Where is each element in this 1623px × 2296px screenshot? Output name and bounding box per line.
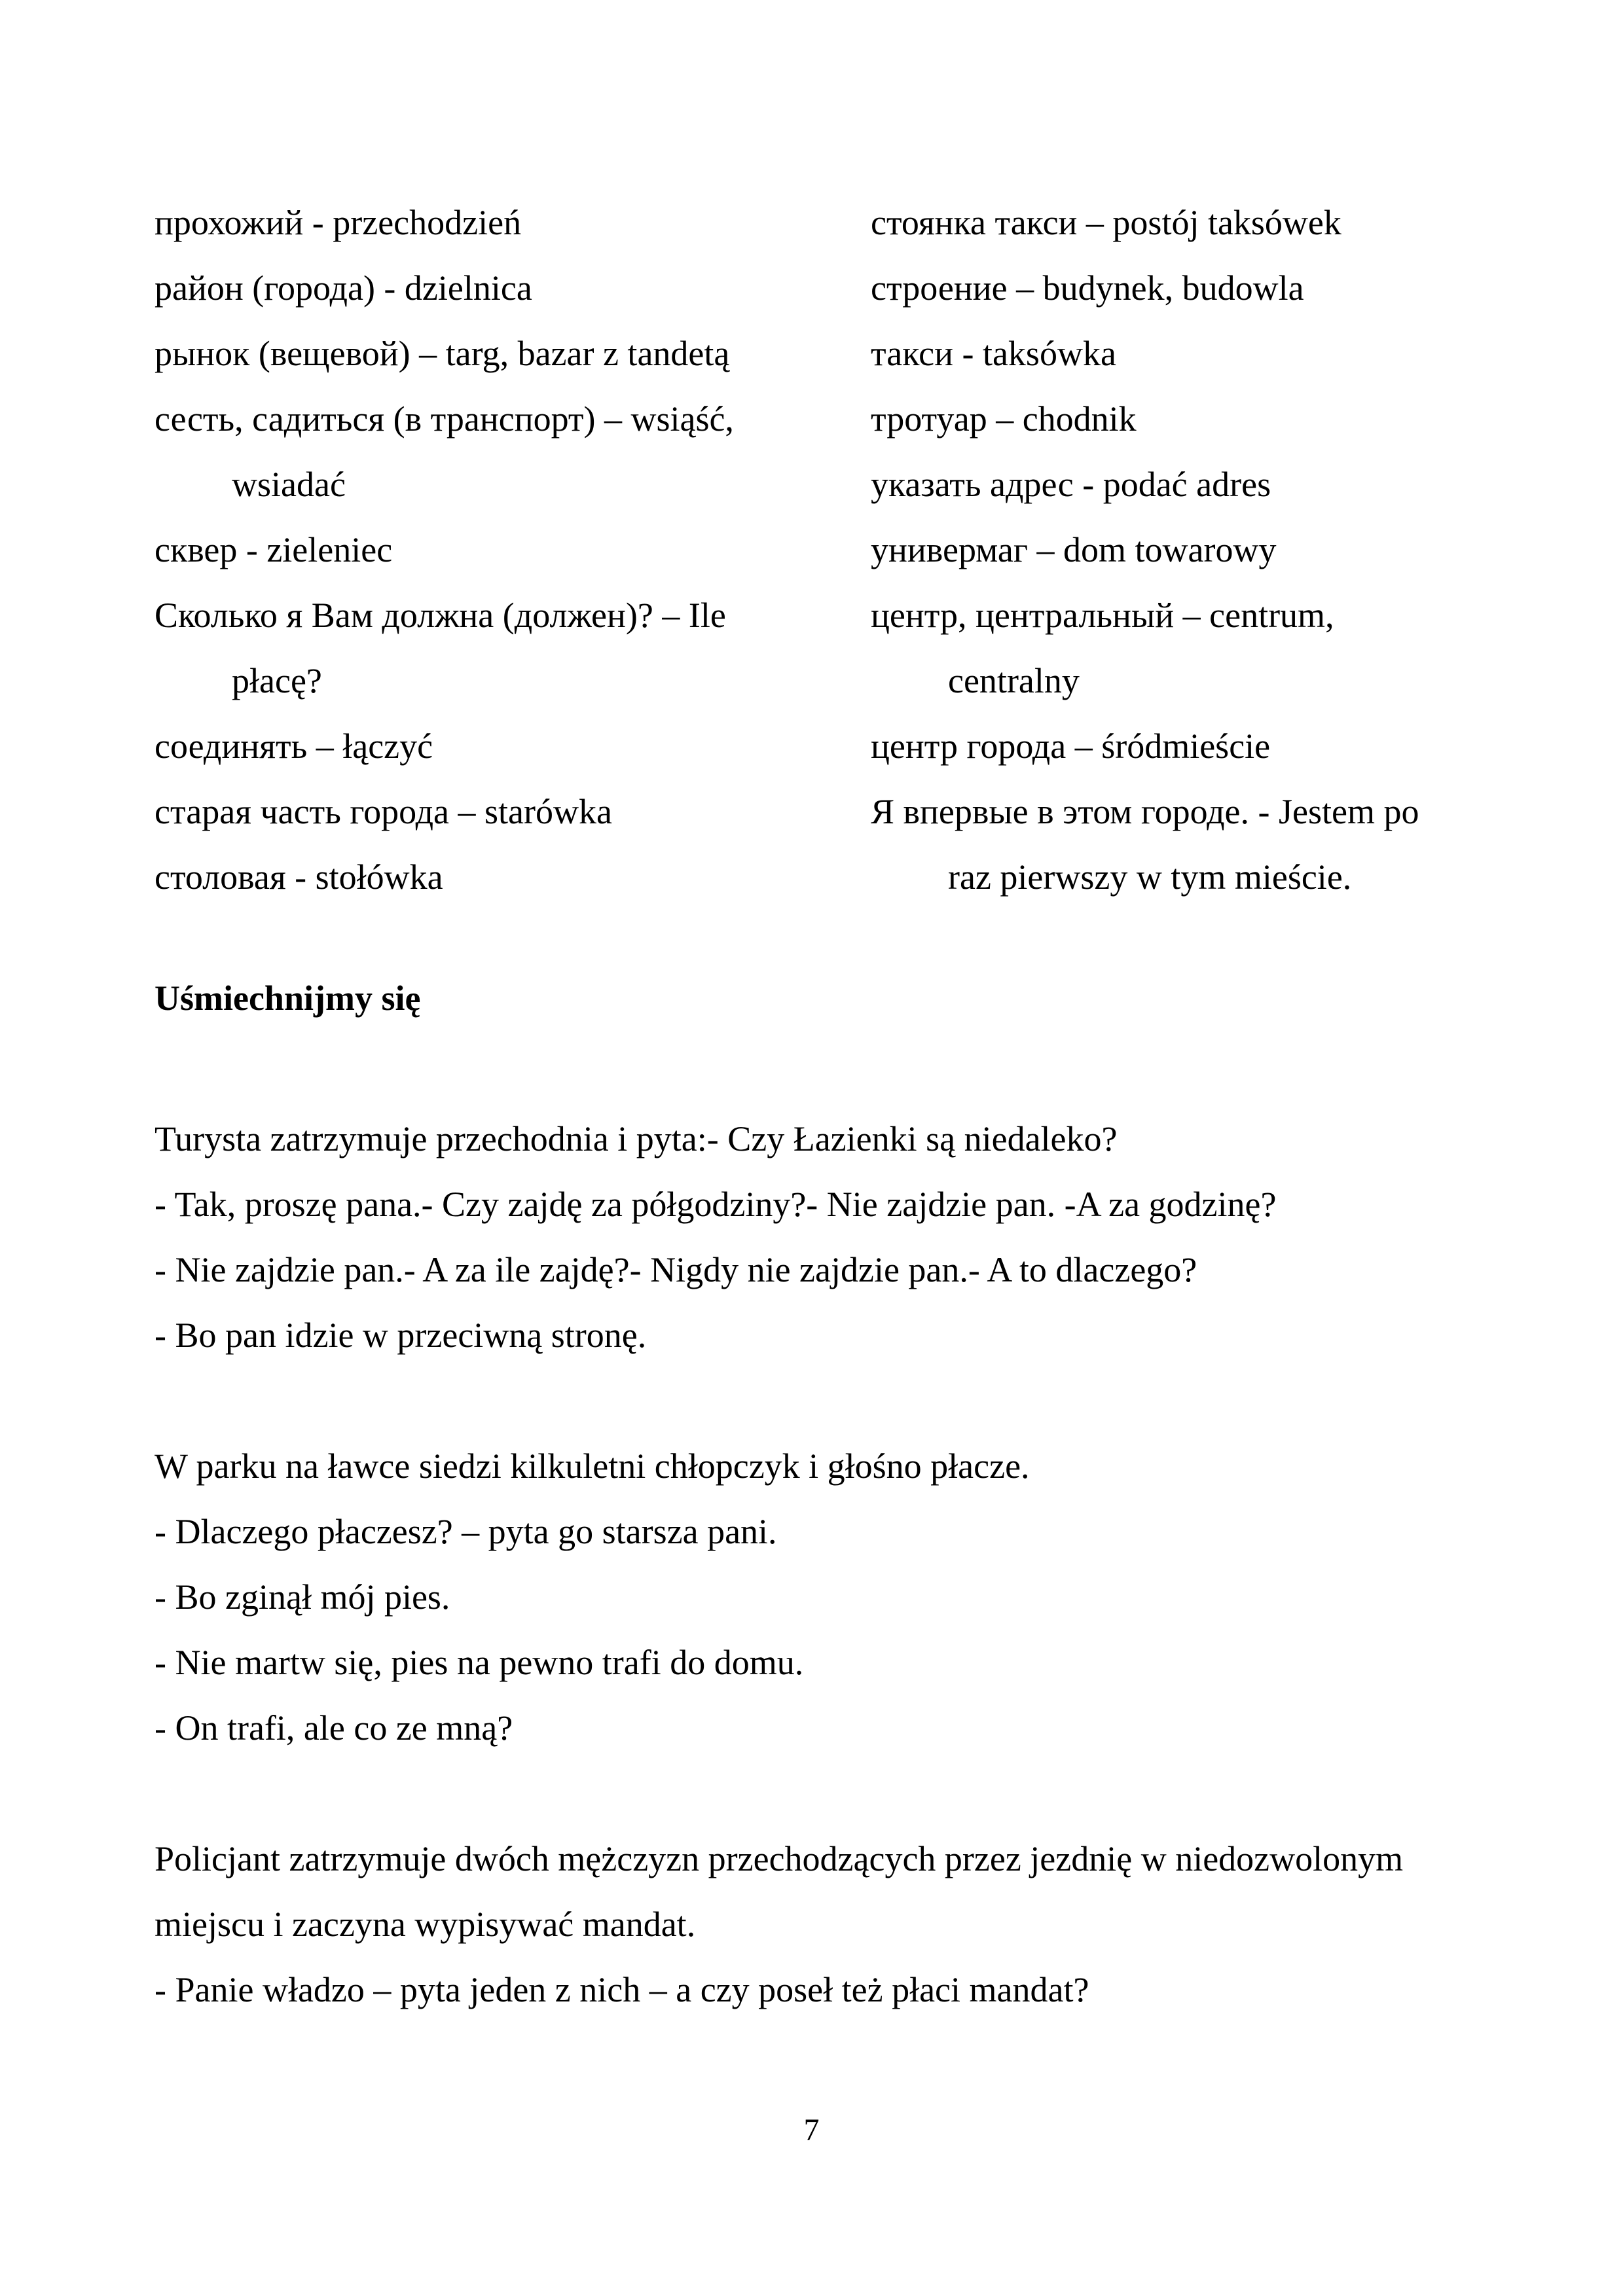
joke-line: - Bo zginął mój pies. <box>155 1577 450 1617</box>
vocab-entry: старая часть города – starówka <box>155 792 612 831</box>
vocab-entry: прохожий - przechodzień <box>155 203 522 242</box>
vocab-entry-continuation: płacę? <box>232 661 322 700</box>
vocab-entry: строение – budynek, budowla <box>871 268 1304 308</box>
vocab-entry: сесть, садиться (в транспорт) – wsiąść, <box>155 399 734 439</box>
joke-block <box>155 1433 1503 1761</box>
joke-line: - Bo pan idzie w przeciwną stronę. <box>155 1316 647 1355</box>
joke-line: miejscu i zaczyna wypisywać mandat. <box>155 1905 696 1944</box>
section-title: Uśmiechnijmy się <box>155 978 421 1018</box>
vocab-entry: такси - taksówka <box>871 334 1116 373</box>
vocab-entry: сквер - zieleniec <box>155 530 393 569</box>
joke-line: Policjant zatrzymuje dwóch mężczyzn przechodzących przez jezdnię w niedozwolonym <box>155 1839 1404 1878</box>
vocabulary-column-left <box>155 190 842 910</box>
vocab-entry: район (города) - dzielnica <box>155 268 532 308</box>
vocab-entry: рынок (вещевой) – targ, bazar z tandetą <box>155 334 730 373</box>
joke-line: - Dlaczego płaczesz? – pyta go starsza pani. <box>155 1512 777 1551</box>
vocab-entry: стоянка такси – postój taksówek <box>871 203 1341 242</box>
vocab-entry: тротуар – chodnik <box>871 399 1137 439</box>
vocab-entry: центр города – śródmieście <box>871 726 1271 766</box>
joke-line: - Nie martw się, pies na pewno trafi do domu. <box>155 1643 804 1682</box>
vocab-entry: Я впервые в этом городе. - Jestem po <box>871 792 1419 831</box>
vocab-entry-continuation: centralny <box>948 661 1080 700</box>
vocab-entry: указать адрес - podać adres <box>871 465 1271 504</box>
vocab-entry: столовая - stołówka <box>155 857 443 897</box>
vocab-entry-continuation: raz pierwszy w tym mieście. <box>948 857 1352 897</box>
vocab-entry: Сколько я Вам должна (должен)? – Ile <box>155 596 726 635</box>
page-number: 7 <box>803 2113 820 2147</box>
vocab-entry: соединять – łączyć <box>155 726 433 766</box>
joke-line: Turysta zatrzymuje przechodnia i pyta:- Czy Łazienki są niedaleko? <box>155 1119 1118 1158</box>
vocab-entry: центр, центральный – centrum, <box>871 596 1334 635</box>
joke-line: - Panie władzo – pyta jeden z nich – a czy poseł też płaci mandat? <box>155 1970 1089 2009</box>
joke-block <box>155 1106 1503 1368</box>
joke-line: - Nie zajdzie pan.- A za ile zajdę?- Nigdy nie zajdzie pan.- A to dlaczego? <box>155 1250 1197 1289</box>
vocabulary-column-right <box>871 190 1558 910</box>
vocab-entry-continuation: wsiadać <box>232 465 346 504</box>
joke-line: W parku na ławce siedzi kilkuletni chłopczyk i głośno płacze. <box>155 1446 1030 1486</box>
joke-line: - Tak, proszę pana.- Czy zajdę za półgodziny?- Nie zajdzie pan. -A za godzinę? <box>155 1185 1277 1224</box>
vocab-entry: универмаг – dom towarowy <box>871 530 1277 569</box>
joke-line: - On trafi, ale co ze mną? <box>155 1708 513 1748</box>
joke-block <box>155 1826 1503 2022</box>
